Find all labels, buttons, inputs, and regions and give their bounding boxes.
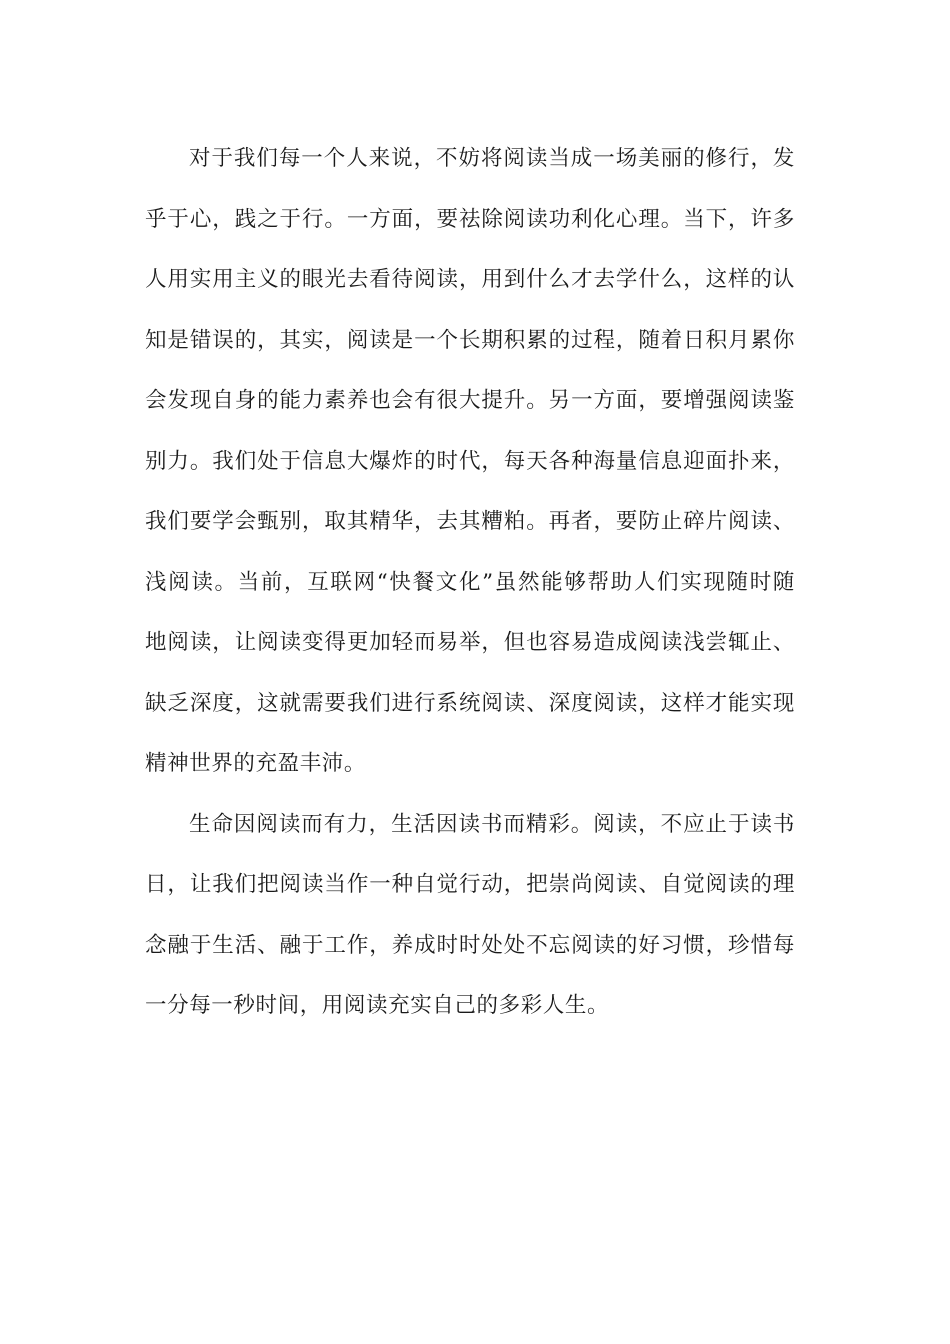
paragraph-line: 对于我们每一个人来说，不妨将阅读当成一场美丽的修行，发: [189, 146, 795, 171]
paragraph-line: 会发现自身的能力素养也会有很大提升。另一方面，要增强阅读鉴: [145, 388, 795, 413]
paragraph-1: [145, 129, 795, 795]
paragraph-line: 精神世界的充盈丰沛。: [145, 751, 367, 776]
document-body: [145, 129, 795, 1037]
paragraph-2: [145, 795, 795, 1037]
paragraph-line: 地阅读，让阅读变得更加轻而易举，但也容易造成阅读浅尝辄止、: [145, 630, 795, 655]
paragraph-line: 浅阅读。当前，互联网“快餐文化”虽然能够帮助人们实现随时随: [145, 569, 795, 595]
paragraph-line: 我们要学会甄别，取其精华，去其糟粕。再者，要防止碎片阅读、: [145, 509, 795, 534]
paragraph-line: 乎于心，践之于行。一方面，要祛除阅读功利化心理。当下，许多: [145, 206, 795, 232]
paragraph-line: 别力。我们处于信息大爆炸的时代，每天各种海量信息迎面扑来，: [145, 448, 795, 474]
paragraph-line: 缺乏深度，这就需要我们进行系统阅读、深度阅读，这样才能实现: [145, 690, 795, 716]
paragraph-line: 一分每一秒时间，用阅读充实自己的多彩人生。: [145, 993, 610, 1018]
paragraph-line: 知是错误的，其实，阅读是一个长期积累的过程，随着日积月累你: [145, 327, 795, 353]
paragraph-line: 念融于生活、融于工作，养成时时处处不忘阅读的好习惯，珍惜每: [145, 932, 795, 958]
paragraph-line: 日，让我们把阅读当作一种自觉行动，把崇尚阅读、自觉阅读的理: [145, 872, 795, 897]
paragraph-line: 人用实用主义的眼光去看待阅读，用到什么才去学什么，这样的认: [145, 267, 795, 292]
paragraph-line: 生命因阅读而有力，生活因读书而精彩。阅读，不应止于读书: [189, 811, 795, 837]
